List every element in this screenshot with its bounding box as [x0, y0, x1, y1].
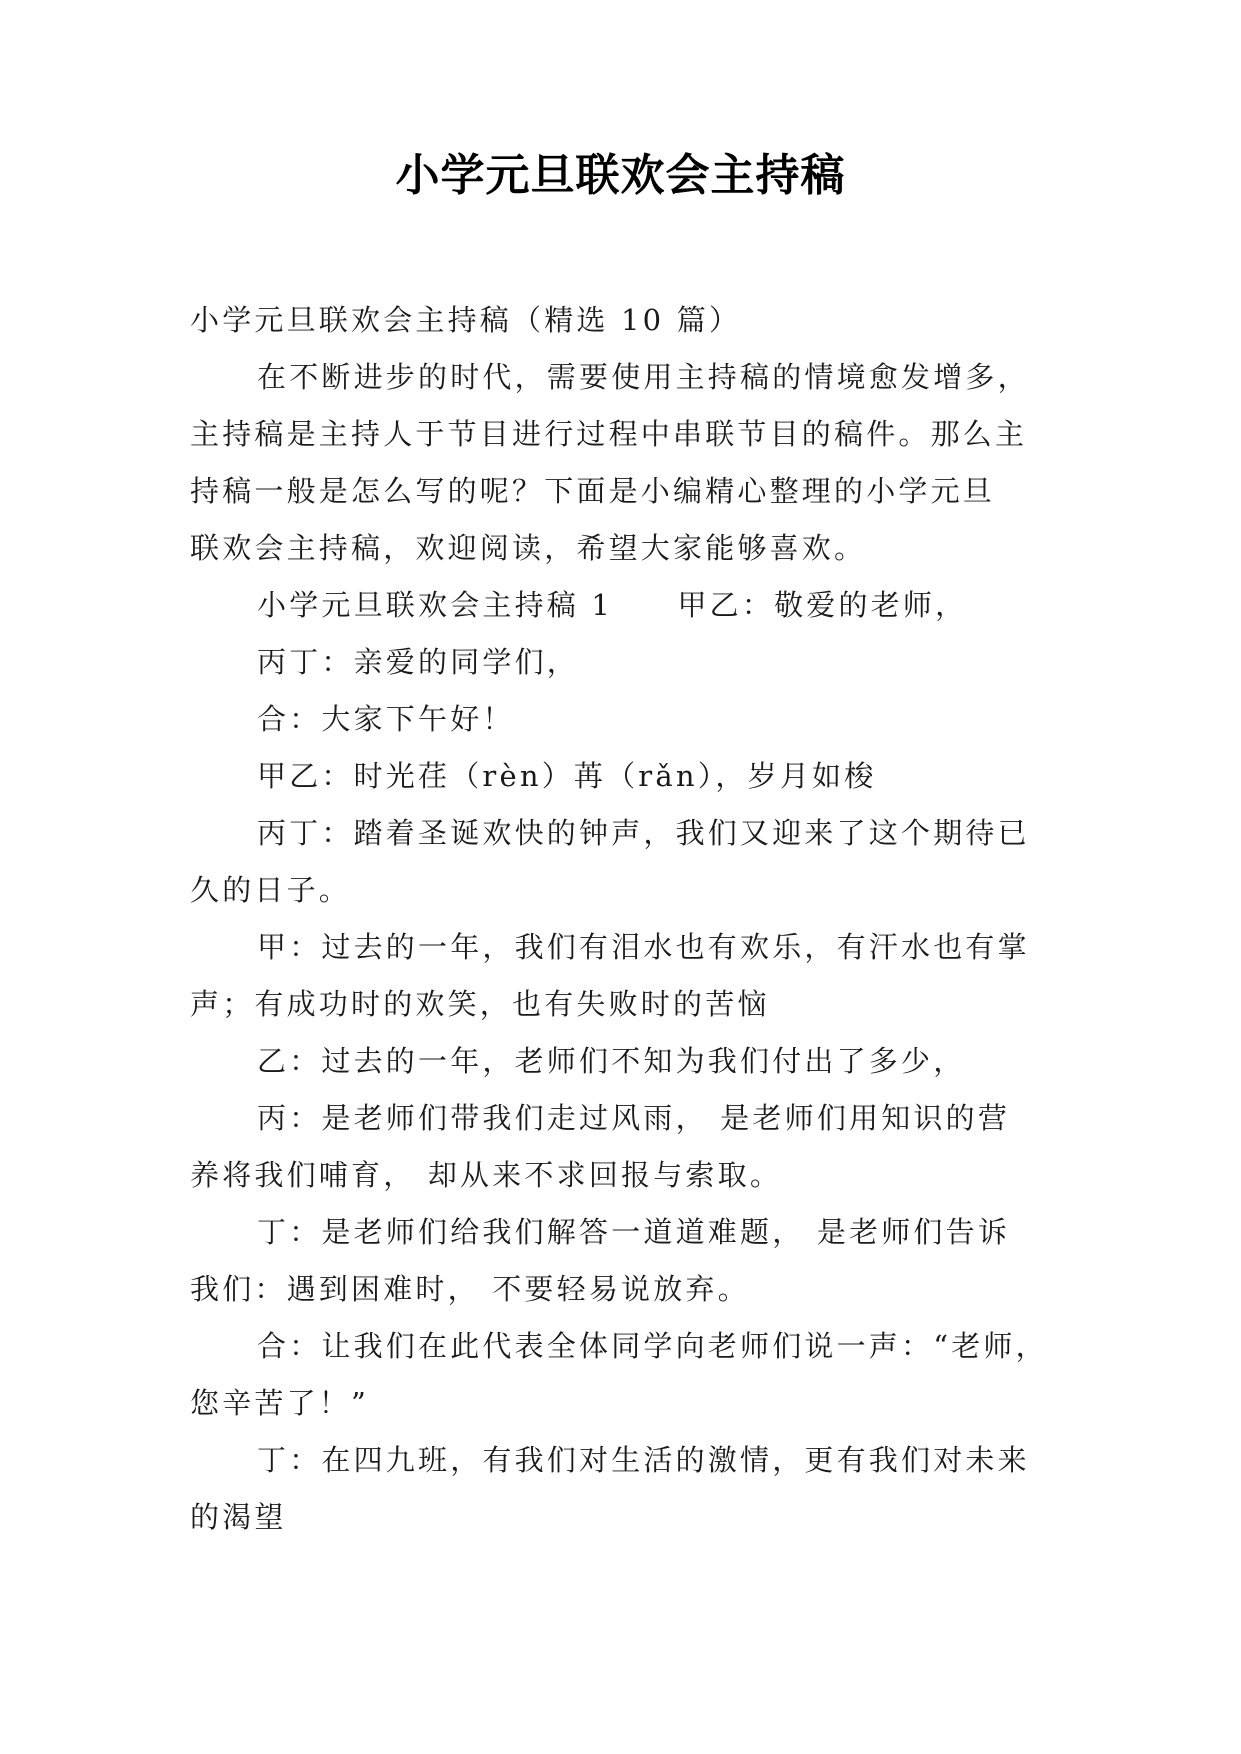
body-line: 丁：在四九班，有我们对生活的激情，更有我们对未来	[257, 1443, 1030, 1477]
body-line: 合：让我们在此代表全体同学向老师们说一声：“老师，	[257, 1329, 1048, 1363]
body-line: 丙：是老师们带我们走过风雨， 是老师们用知识的营	[257, 1101, 1011, 1135]
body-line: 小学元旦联欢会主持稿（精选 10 篇）	[190, 303, 742, 337]
body-line: 乙：过去的一年，老师们不知为我们付出了多少，	[257, 1044, 966, 1078]
body-line: 甲：过去的一年，我们有泪水也有欢乐，有汗水也有掌	[257, 930, 1030, 964]
document-body	[190, 292, 1050, 1546]
body-line: 您辛苦了！”	[190, 1386, 370, 1420]
body-line: 的渴望	[190, 1500, 287, 1534]
body-line: 养将我们哺育， 却从来不求回报与索取。	[190, 1158, 783, 1192]
body-line: 我们：遇到困难时， 不要轻易说放弃。	[190, 1272, 750, 1306]
body-line: 持稿一般是怎么写的呢？下面是小编精心整理的小学元旦	[190, 474, 996, 508]
body-line: 合：大家下午好！	[257, 702, 515, 736]
body-line: 丙丁：亲爱的同学们，	[257, 645, 580, 679]
body-line: 小学元旦联欢会主持稿 1 甲乙：敬爱的老师，	[257, 588, 968, 622]
document-title: 小学元旦联欢会主持稿	[395, 150, 846, 201]
body-line: 联欢会主持稿，欢迎阅读，希望大家能够喜欢。	[190, 531, 867, 565]
body-line: 主持稿是主持人于节目进行过程中串联节目的稿件。那么主	[190, 417, 1028, 451]
body-line: 声；有成功时的欢笑，也有失败时的苦恼	[190, 987, 770, 1021]
body-line: 久的日子。	[190, 873, 352, 907]
body-line: 丙丁：踏着圣诞欢快的钟声，我们又迎来了这个期待已	[257, 816, 1030, 850]
body-line: 甲乙：时光荏（rèn）苒（rǎn），岁月如梭	[257, 759, 877, 793]
body-line: 在不断进步的时代，需要使用主持稿的情境愈发增多，	[257, 360, 1030, 394]
body-line: 丁：是老师们给我们解答一道道难题， 是老师们告诉	[257, 1215, 1011, 1249]
